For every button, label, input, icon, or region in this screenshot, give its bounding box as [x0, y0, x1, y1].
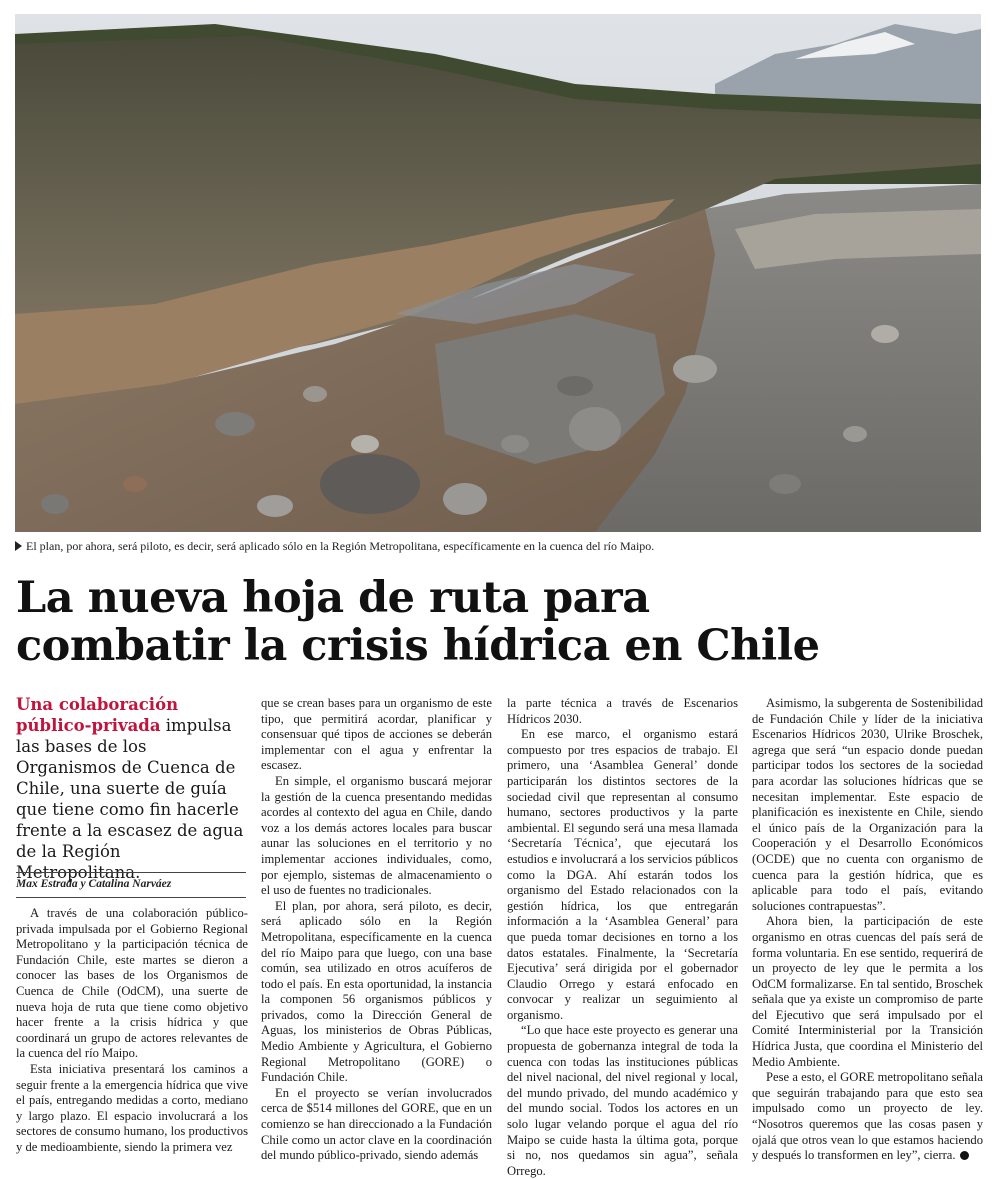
body-column-2	[261, 696, 492, 1164]
headline-line-2: combatir la crisis hídrica en Chile	[16, 621, 820, 671]
caption-text: El plan, por ahora, será piloto, es decir, será aplicado sólo en la Región Metropolitana, específicamente en la cuenca del río Maipo.	[26, 539, 655, 553]
headline-line-1: La nueva hoja de ruta para	[16, 573, 650, 623]
paragraph	[752, 1070, 983, 1164]
river-photo-illustration	[15, 14, 981, 532]
lead-kicker: Una colaboración público-privada	[16, 695, 179, 735]
end-mark-icon	[960, 1151, 969, 1160]
body-column-3	[507, 696, 738, 1179]
lead-text: impulsa las bases de los Organismos de Cuenca de Chile, una suerte de guía que tiene como fin hacerle frente a la escasez de agua de la Región Metropolitana.	[16, 716, 244, 882]
byline: Max Estrada y Catalina Narváez	[16, 878, 172, 890]
paragraph: A través de una colaboración público-privada impulsada por el Gobierno Regional Metropolitano y la participación técnica de Fundación Chile, este martes se dieron a conocer las bases de los Organismos de Cuenca de Chile (OdCM), una suerte de nueva hoja de ruta que tiene como objetivo hacer frente a la crisis hídrica y que coordinará un grupo de actores relevantes de la cuenca del río Maipo.	[16, 906, 248, 1061]
lead-paragraph	[16, 694, 248, 883]
paragraph: la parte técnica a través de Escenarios Hídricos 2030.	[507, 696, 738, 726]
paragraph: El plan, por ahora, será piloto, es decir, será aplicado sólo en la Región Metropolitana, específicamente en la cuenca del río Maipo para que luego, con una base común, sea utilizado en otros acuíferos de todo el país. En esta oportunidad, la instancia la componen 56 organismos públicos y privados, como la Dirección General de Aguas, los ministerios de Obras Públicas, Medio Ambiente y Agricultura, el Gobierno Regional Metropolitano (GORE) o Fundación Chile.	[261, 898, 492, 1085]
paragraph: En el proyecto se verían involucrados cerca de $514 millones del GORE, que en un comienzo se han direccionado a la Fundación Chile como un actor clave en la coordinación del mundo público-privado, siendo además	[261, 1085, 492, 1163]
photo-caption	[15, 538, 995, 554]
headline	[16, 574, 986, 670]
body-column-1	[16, 906, 248, 1156]
paragraph: En ese marco, el organismo estará compuesto por tres espacios de trabajo. El primero, una ‘Asamblea General’ donde participarán los distintos sectores de la sociedad civil que representan al consumo humano, sectores productivos y la parte ambiental. El segundo será una mesa llamada ‘Secretaría Técnica’, que ejecutará los estudios e involucrará a los servicios públicos como la DGA. Ahí estarán todos los organismo del Estado relacionados con la gestión hídrica, los que entregarán información a la ‘Asamblea General’ para que pueda tomar decisiones en torno a los datos estatales. Finalmente, la ‘Secretaría Ejecutiva’ será dirigida por el gobernador Claudio Orrego y estará enfocado en convocar y realizar un seguimiento al organismo.	[507, 727, 738, 1022]
paragraph: Ahora bien, la participación de este organismo en otras cuencas del país será de forma voluntaria. En ese sentido, requerirá de un proyecto de ley que le permita a los OdCM formalizarse. En tal sentido, Broschek señala que ya existe un compromiso de parte del Ejecutivo que será impulsado por el Comité Interministerial por la Transición Hídrica Justa, que coordina el Ministerio del Medio Ambiente.	[752, 914, 983, 1069]
article-photo	[15, 14, 981, 532]
paragraph: “Lo que hace este proyecto es generar una propuesta de gobernanza integral de toda la cuenca con todas las instituciones públicas del nivel nacional, del nivel regional y local, del mundo privado, del mundo académico y del mundo social. Todos los actores en un solo lugar velando porque el agua del río Maipo se cuide hasta la última gota, porque si no, nos quedamos sin agua”, señala Orrego.	[507, 1023, 738, 1178]
byline-rule-bottom	[16, 897, 246, 898]
paragraph: Esta iniciativa presentará los caminos a seguir frente a la emergencia hídrica que vive el país, entregando medidas a corto, mediano y largo plazo. El espacio involucrará a los sectores de consumo humano, los productivos y de medioambiente, siendo la primera vez	[16, 1061, 248, 1154]
paragraph: En simple, el organismo buscará mejorar la gestión de la cuenca presentando medidas acordes al contexto del agua en Chile, dando voz a los demás actores locales para buscar aunar las soluciones en el territorio y no implementar acciones individuales, como, por ejemplo, sistemas de almacenamiento o el uso de fuentes no tradicionales.	[261, 773, 492, 898]
paragraph: Asimismo, la subgerenta de Sostenibilidad de Fundación Chile y líder de la iniciativa Escenarios Hídricos 2030, Ulrike Broschek, agrega que será “un espacio donde puedan participar todos los sectores de la sociedad para acordar las soluciones hídricas que se necesitan implementar. Este espacio de planificación es inexistente en Chile, siendo el único país de la Organización para la Cooperación y el Desarrollo Económicos (OCDE) que no cuenta con organismo de cuenca para la gestión hídrica, que es aplicable para todo el país, evitando soluciones contrapuestas”.	[752, 696, 983, 913]
closing-paragraph-text: Pese a esto, el GORE metropolitano señala que seguirán trabajando para que esto sea impulsado como un proyecto de ley. “Nosotros queremos que las cosas pasen y ojalá que otros vean lo que estamos haciendo y después lo transformen en ley”, cierra.	[752, 1070, 983, 1163]
paragraph: que se crean bases para un organismo de este tipo, que permitirá acordar, planificar y consensuar qué tipos de acciones se deberán implementar con el agua y enfrentar la escasez.	[261, 696, 492, 773]
caption-triangle-icon	[15, 541, 22, 551]
byline-rule-top	[16, 872, 246, 873]
body-column-4	[752, 696, 983, 1164]
